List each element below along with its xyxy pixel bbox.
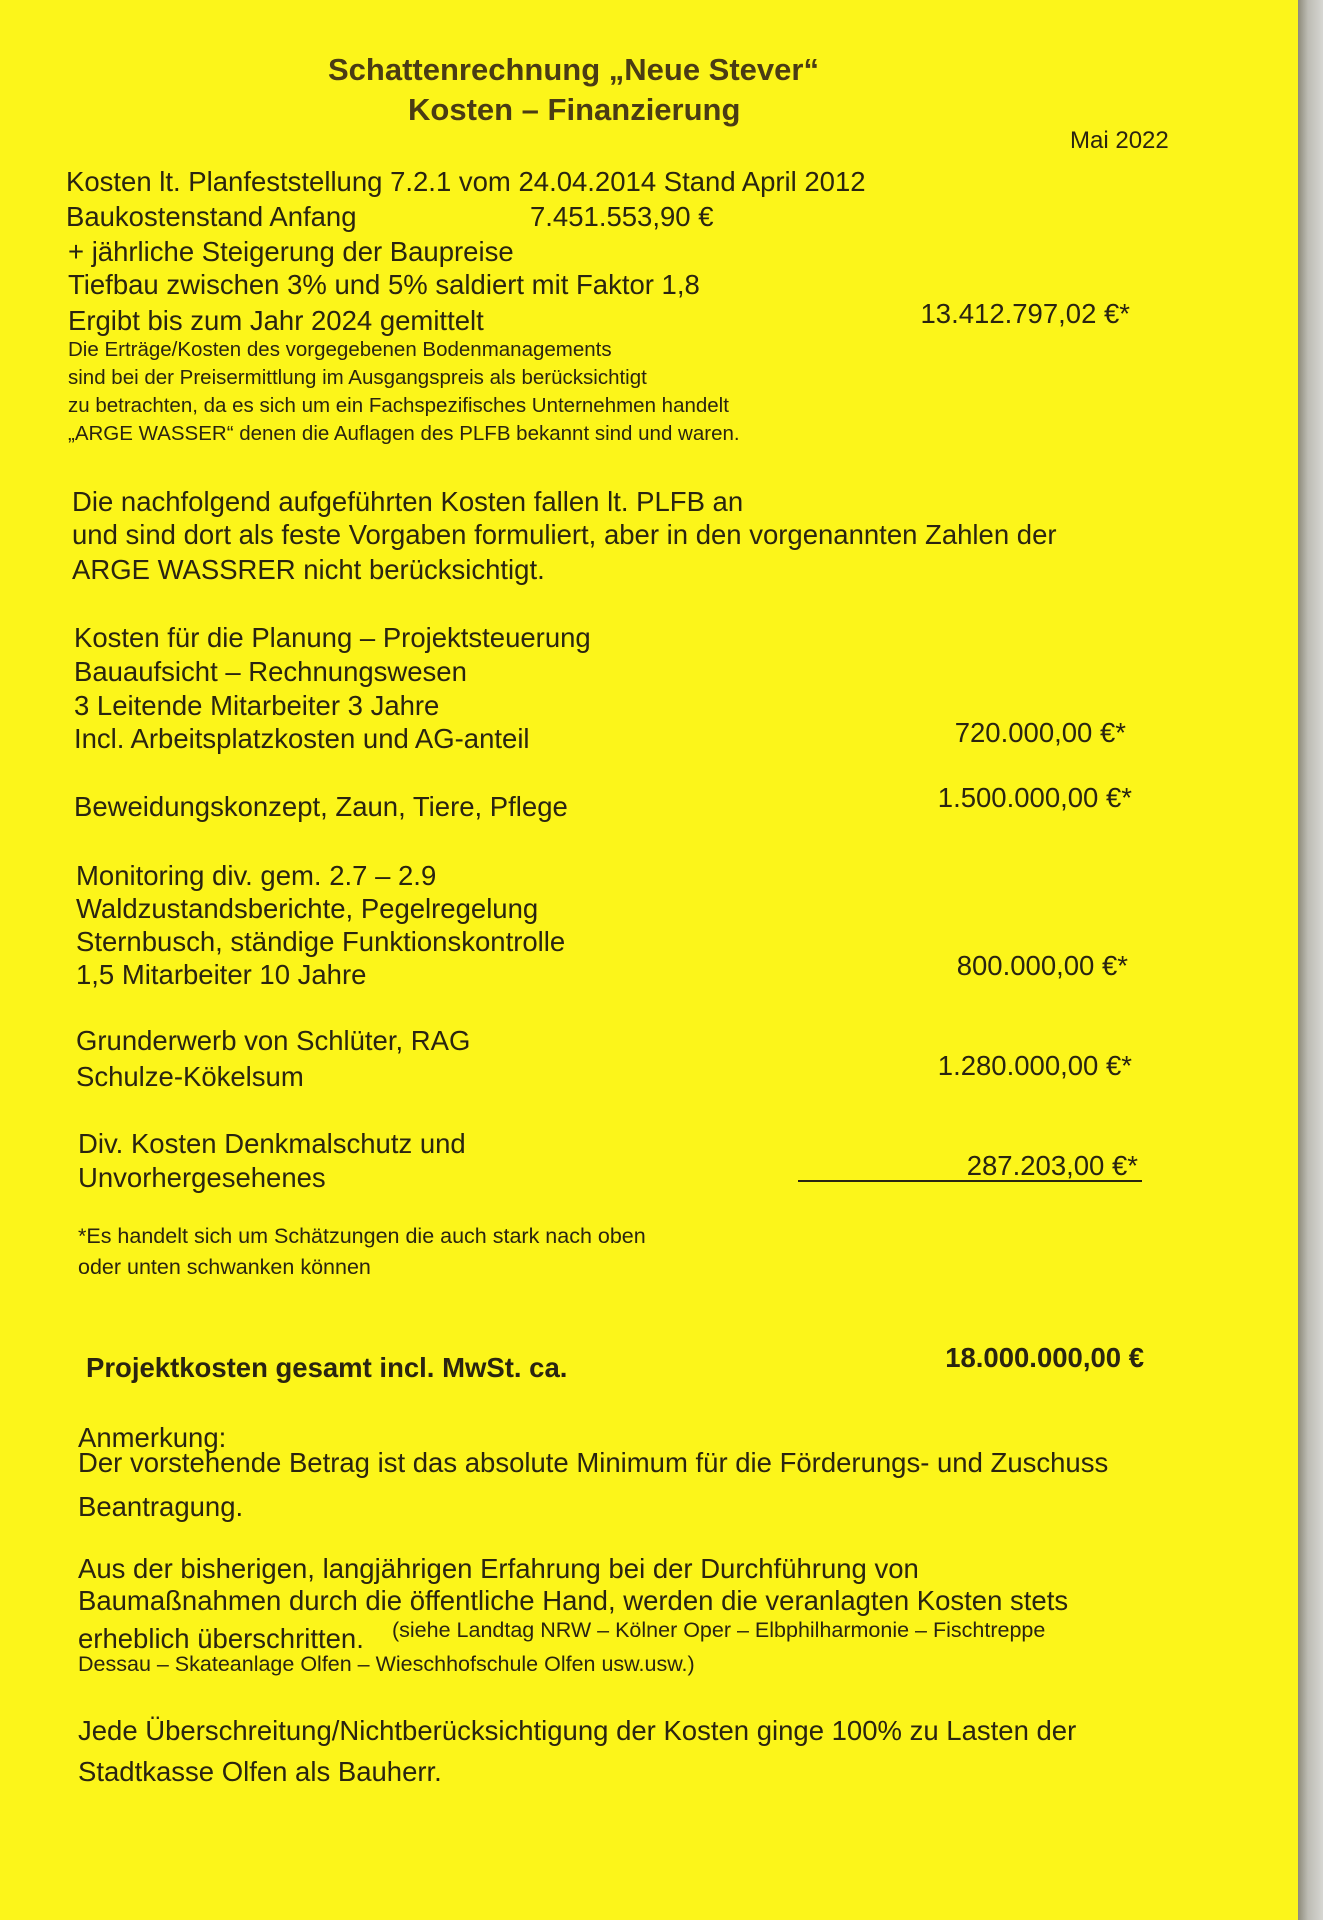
- remark-heading: Anmerkung:: [78, 1422, 227, 1453]
- intro-line-2-value: 7.451.553,90 €: [530, 201, 714, 232]
- paragraph-3-line: Stadtkasse Olfen als Bauherr.: [78, 1756, 442, 1787]
- document-date: Mai 2022: [1070, 127, 1169, 154]
- cost-item-1-amount: 720.000,00 €*: [954, 717, 1126, 748]
- sum-underline: [798, 1180, 1142, 1182]
- cost-item-1-line: Incl. Arbeitsplatzkosten und AG-anteil: [74, 723, 530, 754]
- intro-note-line: Die Erträge/Kosten des vorgegebenen Bodenmanagements: [68, 338, 612, 361]
- cost-item-3-amount: 800.000,00 €*: [956, 950, 1128, 981]
- cost-item-2-line: Beweidungskonzept, Zaun, Tiere, Pflege: [74, 791, 568, 822]
- intro-note-line: sind bei der Preisermittlung im Ausgangspreis als berücksichtigt: [68, 366, 647, 389]
- document-title-line-1: Schattenrechnung „Neue Stever“: [328, 52, 819, 87]
- intro-line-3: + jährliche Steigerung der Baupreise: [68, 236, 514, 267]
- intro-line-4: Tiefbau zwischen 3% und 5% saldiert mit Faktor 1,8: [68, 269, 700, 300]
- paragraph-2-line-1: Aus der bisherigen, langjährigen Erfahrung bei der Durchführung von: [78, 1553, 919, 1584]
- cost-item-3-line: 1,5 Mitarbeiter 10 Jahre: [76, 959, 367, 990]
- cost-item-4-amount: 1.280.000,00 €*: [937, 1050, 1132, 1081]
- intro-line-1: Kosten lt. Planfeststellung 7.2.1 vom 24.04.2014 Stand April 2012: [66, 166, 866, 197]
- document-title-line-2: Kosten – Finanzierung: [408, 92, 741, 127]
- paragraph-2-line-4: Dessau – Skateanlage Olfen – Wieschhofschule Olfen usw.usw.): [78, 1652, 695, 1676]
- footnote-line: *Es handelt sich um Schätzungen die auch stark nach oben: [78, 1224, 646, 1248]
- cost-item-3-line: Monitoring div. gem. 2.7 – 2.9: [76, 860, 437, 891]
- paragraph-2-line-2: Baumaßnahmen durch die öffentliche Hand, werden die veranlagten Kosten stets: [78, 1585, 1069, 1616]
- cost-item-1-line: Kosten für die Planung – Projektsteuerung: [74, 622, 591, 653]
- cost-item-1-line: 3 Leitende Mitarbeiter 3 Jahre: [74, 690, 440, 721]
- cost-item-1-line: Bauaufsicht – Rechnungswesen: [74, 656, 467, 687]
- cost-item-3-line: Sternbusch, ständige Funktionskontrolle: [76, 926, 566, 957]
- cost-item-5-line: Unvorhergesehenes: [78, 1162, 326, 1193]
- paragraph-1-line: Die nachfolgend aufgeführten Kosten fallen lt. PLFB an: [72, 486, 744, 517]
- intro-amount: 13.412.797,02 €*: [920, 298, 1130, 329]
- intro-note-line: zu betrachten, da es sich um ein Fachspezifisches Unternehmen handelt: [68, 394, 729, 417]
- total-amount: 18.000.000,00 €: [945, 1342, 1144, 1373]
- page-edge-background: [1298, 0, 1323, 1920]
- cost-item-3-line: Waldzustandsberichte, Pegelregelung: [76, 893, 539, 924]
- cost-item-5-amount: 287.203,00 €*: [966, 1150, 1138, 1181]
- paragraph-1-line: ARGE WASSRER nicht berücksichtigt.: [72, 554, 545, 585]
- cost-item-4-line: Schulze-Kökelsum: [76, 1061, 304, 1092]
- intro-line-5: Ergibt bis zum Jahr 2024 gemittelt: [68, 305, 484, 336]
- cost-item-5-line: Div. Kosten Denkmalschutz und: [78, 1128, 466, 1159]
- paragraph-3-line: Jede Überschreitung/Nichtberücksichtigung der Kosten ginge 100% zu Lasten der: [78, 1715, 1077, 1746]
- paragraph-2-line-3: erheblich überschritten.: [78, 1623, 364, 1654]
- intro-line-2-label: Baukostenstand Anfang: [66, 201, 357, 232]
- intro-note-line: „ARGE WASSER“ denen die Auflagen des PLFB bekannt sind und waren.: [68, 422, 740, 445]
- cost-item-2-amount: 1.500.000,00 €*: [937, 782, 1132, 813]
- paragraph-2-line-3-reference: (siehe Landtag NRW – Kölner Oper – Elbphilharmonie – Fischtreppe: [392, 1618, 1046, 1642]
- remark-line: Der vorstehende Betrag ist das absolute Minimum für die Förderungs- und Zuschuss: [78, 1447, 1109, 1478]
- total-label: Projektkosten gesamt incl. MwSt. ca.: [86, 1352, 568, 1383]
- paragraph-1-line: und sind dort als feste Vorgaben formuliert, aber in den vorgenannten Zahlen der: [72, 519, 1057, 550]
- footnote-line: oder unten schwanken können: [78, 1255, 371, 1279]
- cost-item-4-line: Grunderwerb von Schlüter, RAG: [76, 1025, 471, 1056]
- remark-line: Beantragung.: [78, 1491, 244, 1522]
